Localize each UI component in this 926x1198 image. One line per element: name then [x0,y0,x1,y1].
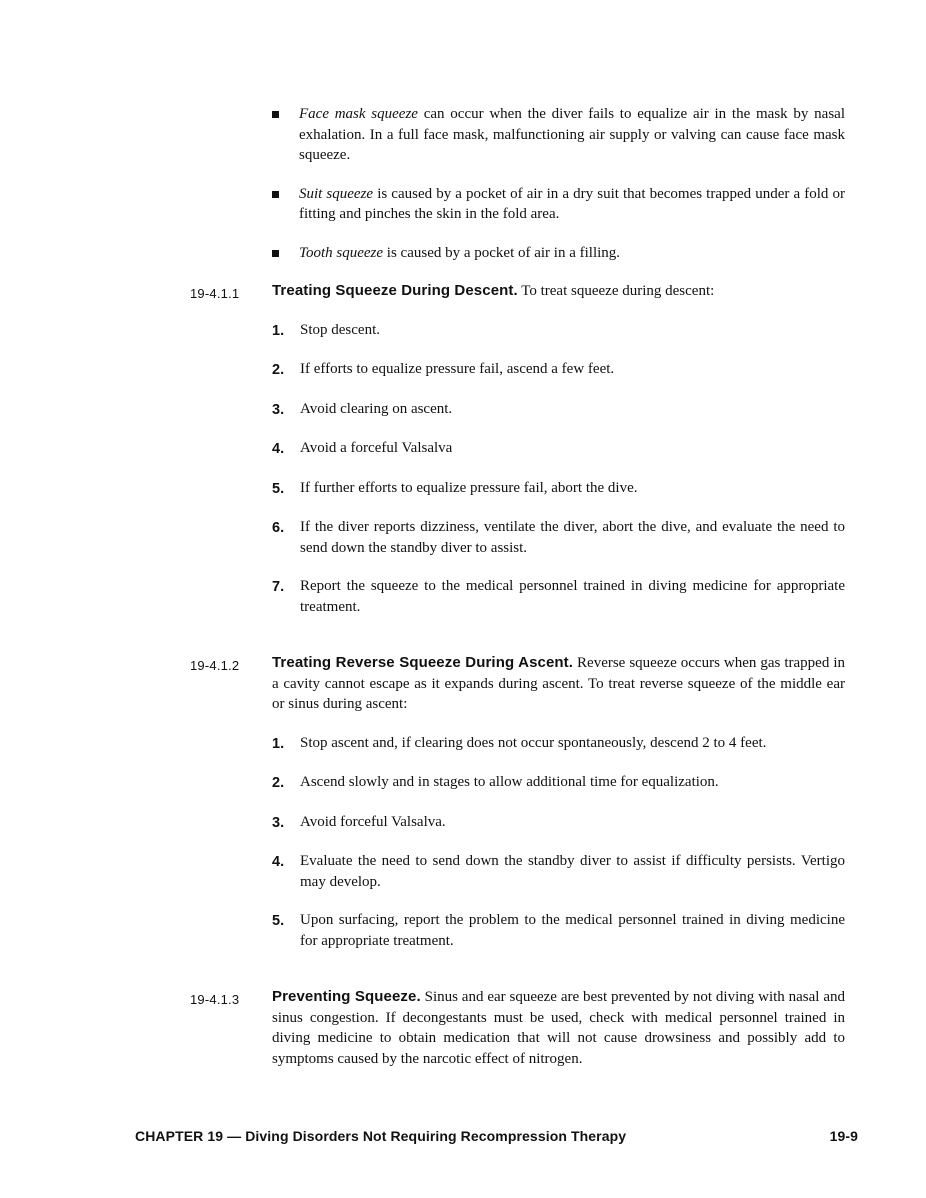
section-body [272,281,845,635]
bullet-marker-column [272,243,299,264]
list-item-text: If further efforts to equalize pressure fail, abort the dive. [300,479,638,496]
section-body [272,653,845,969]
section-intro-paragraph [272,653,845,715]
section-treating-reverse-squeeze-during-ascent [190,653,845,969]
section-treating-squeeze-during-descent [190,281,845,635]
list-item-text: Avoid forceful Valsalva. [300,813,446,830]
bullet-body-text: is caused by a pocket of air in a dry suit that becomes trapped under a fold or fitting and pinches the skin in the fold area. [299,185,846,222]
list-item [272,812,845,834]
section-body [272,987,845,1087]
list-item-text: If efforts to equalize pressure fail, ascend a few feet. [300,361,615,377]
bullet-marker-column [272,104,299,166]
section-heading: Treating Reverse Squeeze During Ascent. [272,654,574,671]
bullet-item-suit-squeeze [272,184,845,225]
square-bullet-icon [272,191,279,198]
list-item-number: 3. [272,814,285,831]
list-item [272,359,845,381]
bullet-body-text: can occur when the diver fails to equalize air in the mask by nasal exhalation. In a full face mask, malfunctioning air supply or valving can cause face mask squeeze. [299,106,845,163]
bullet-text [299,104,845,166]
list-item [272,517,845,558]
list-item-text: Ascend slowly and in stages to allow additional time for equalization. [300,774,719,790]
section-preventing-squeeze [190,987,845,1087]
section-heading: Preventing Squeeze. [272,988,421,1005]
section-intro-text: Reverse squeeze occurs when gas trapped in a cavity cannot escape as it expands during ascent. To treat reverse squeeze of the middle ear or sinus during ascent: [272,655,845,712]
list-item [272,733,845,755]
list-item-number: 3. [272,401,285,418]
list-item-number: 2. [272,362,285,378]
bullet-lead-italic: Tooth squeeze [299,244,384,261]
bullet-lead-italic: Suit squeeze [299,185,374,202]
bullet-body-text: is caused by a pocket of air in a filling. [383,244,621,261]
list-item-number: 4. [272,441,285,457]
list-item-number: 7. [272,579,285,595]
bullet-item-face-mask-squeeze [272,104,845,166]
page-content [190,0,845,1105]
list-item-text: Stop descent. [300,321,380,338]
list-item-number: 1. [272,322,285,339]
square-bullet-icon [272,250,279,257]
list-item [272,910,845,951]
section-number: 19-4.1.2 [190,658,240,673]
bullet-item-tooth-squeeze [272,243,845,264]
list-item-text: Evaluate the need to send down the standby diver to assist if difficulty persists. Vertigo may develop. [300,853,845,890]
list-item-number: 6. [272,520,285,536]
list-item-text: Avoid a forceful Valsalva [300,440,453,456]
square-bullet-icon [272,111,279,118]
list-item-text: Stop ascent and, if clearing does not occur spontaneously, descend 2 to 4 feet. [300,734,767,751]
numbered-list [272,320,845,618]
bullet-marker-column [272,184,299,225]
section-number: 19-4.1.1 [190,286,240,301]
list-item-text: Avoid clearing on ascent. [300,400,453,417]
section-heading: Treating Squeeze During Descent. [272,282,518,299]
bullet-text [299,184,845,225]
list-item [272,576,845,617]
section-intro-text: Sinus and ear squeeze are best prevented by not diving with nasal and sinus congestion. If decongestants must be used, check with medical personnel trained in diving medicine to obtain medication that will not cause drowsiness and possibly add to symptoms caused by the narcotic effect of nitrogen. [272,989,845,1067]
list-item [272,320,845,342]
list-item [272,438,845,460]
numbered-list [272,733,845,952]
section-intro-text: To treat squeeze during descent: [517,283,715,299]
list-item-text: Upon surfacing, report the problem to the medical personnel trained in diving medicine for appropriate treatment. [300,912,845,949]
list-item [272,399,845,421]
list-item-number: 5. [272,913,285,929]
list-item [272,772,845,794]
page-footer [135,1126,858,1147]
list-item-number: 2. [272,775,285,791]
bullet-text [299,243,845,264]
list-item-number: 4. [272,854,285,870]
section-intro-paragraph [272,281,845,302]
squeeze-types-bullet-list [272,104,845,263]
list-item-number: 5. [272,480,285,497]
footer-chapter-title: CHAPTER 19 — Diving Disorders Not Requiring Recompression Therapy [135,1128,627,1144]
list-item [272,478,845,500]
list-item-number: 1. [272,735,285,752]
section-intro-paragraph [272,987,845,1069]
list-item-text: If the diver reports dizziness, ventilate the diver, abort the dive, and evaluate the need to send down the standby diver to assist. [300,519,845,556]
bullet-lead-italic: Face mask squeeze [299,106,418,122]
footer-page-number: 19-9 [829,1128,858,1144]
list-item-text: Report the squeeze to the medical personnel trained in diving medicine for appropriate treatment. [300,578,845,615]
list-item [272,851,845,892]
section-number: 19-4.1.3 [190,992,240,1007]
